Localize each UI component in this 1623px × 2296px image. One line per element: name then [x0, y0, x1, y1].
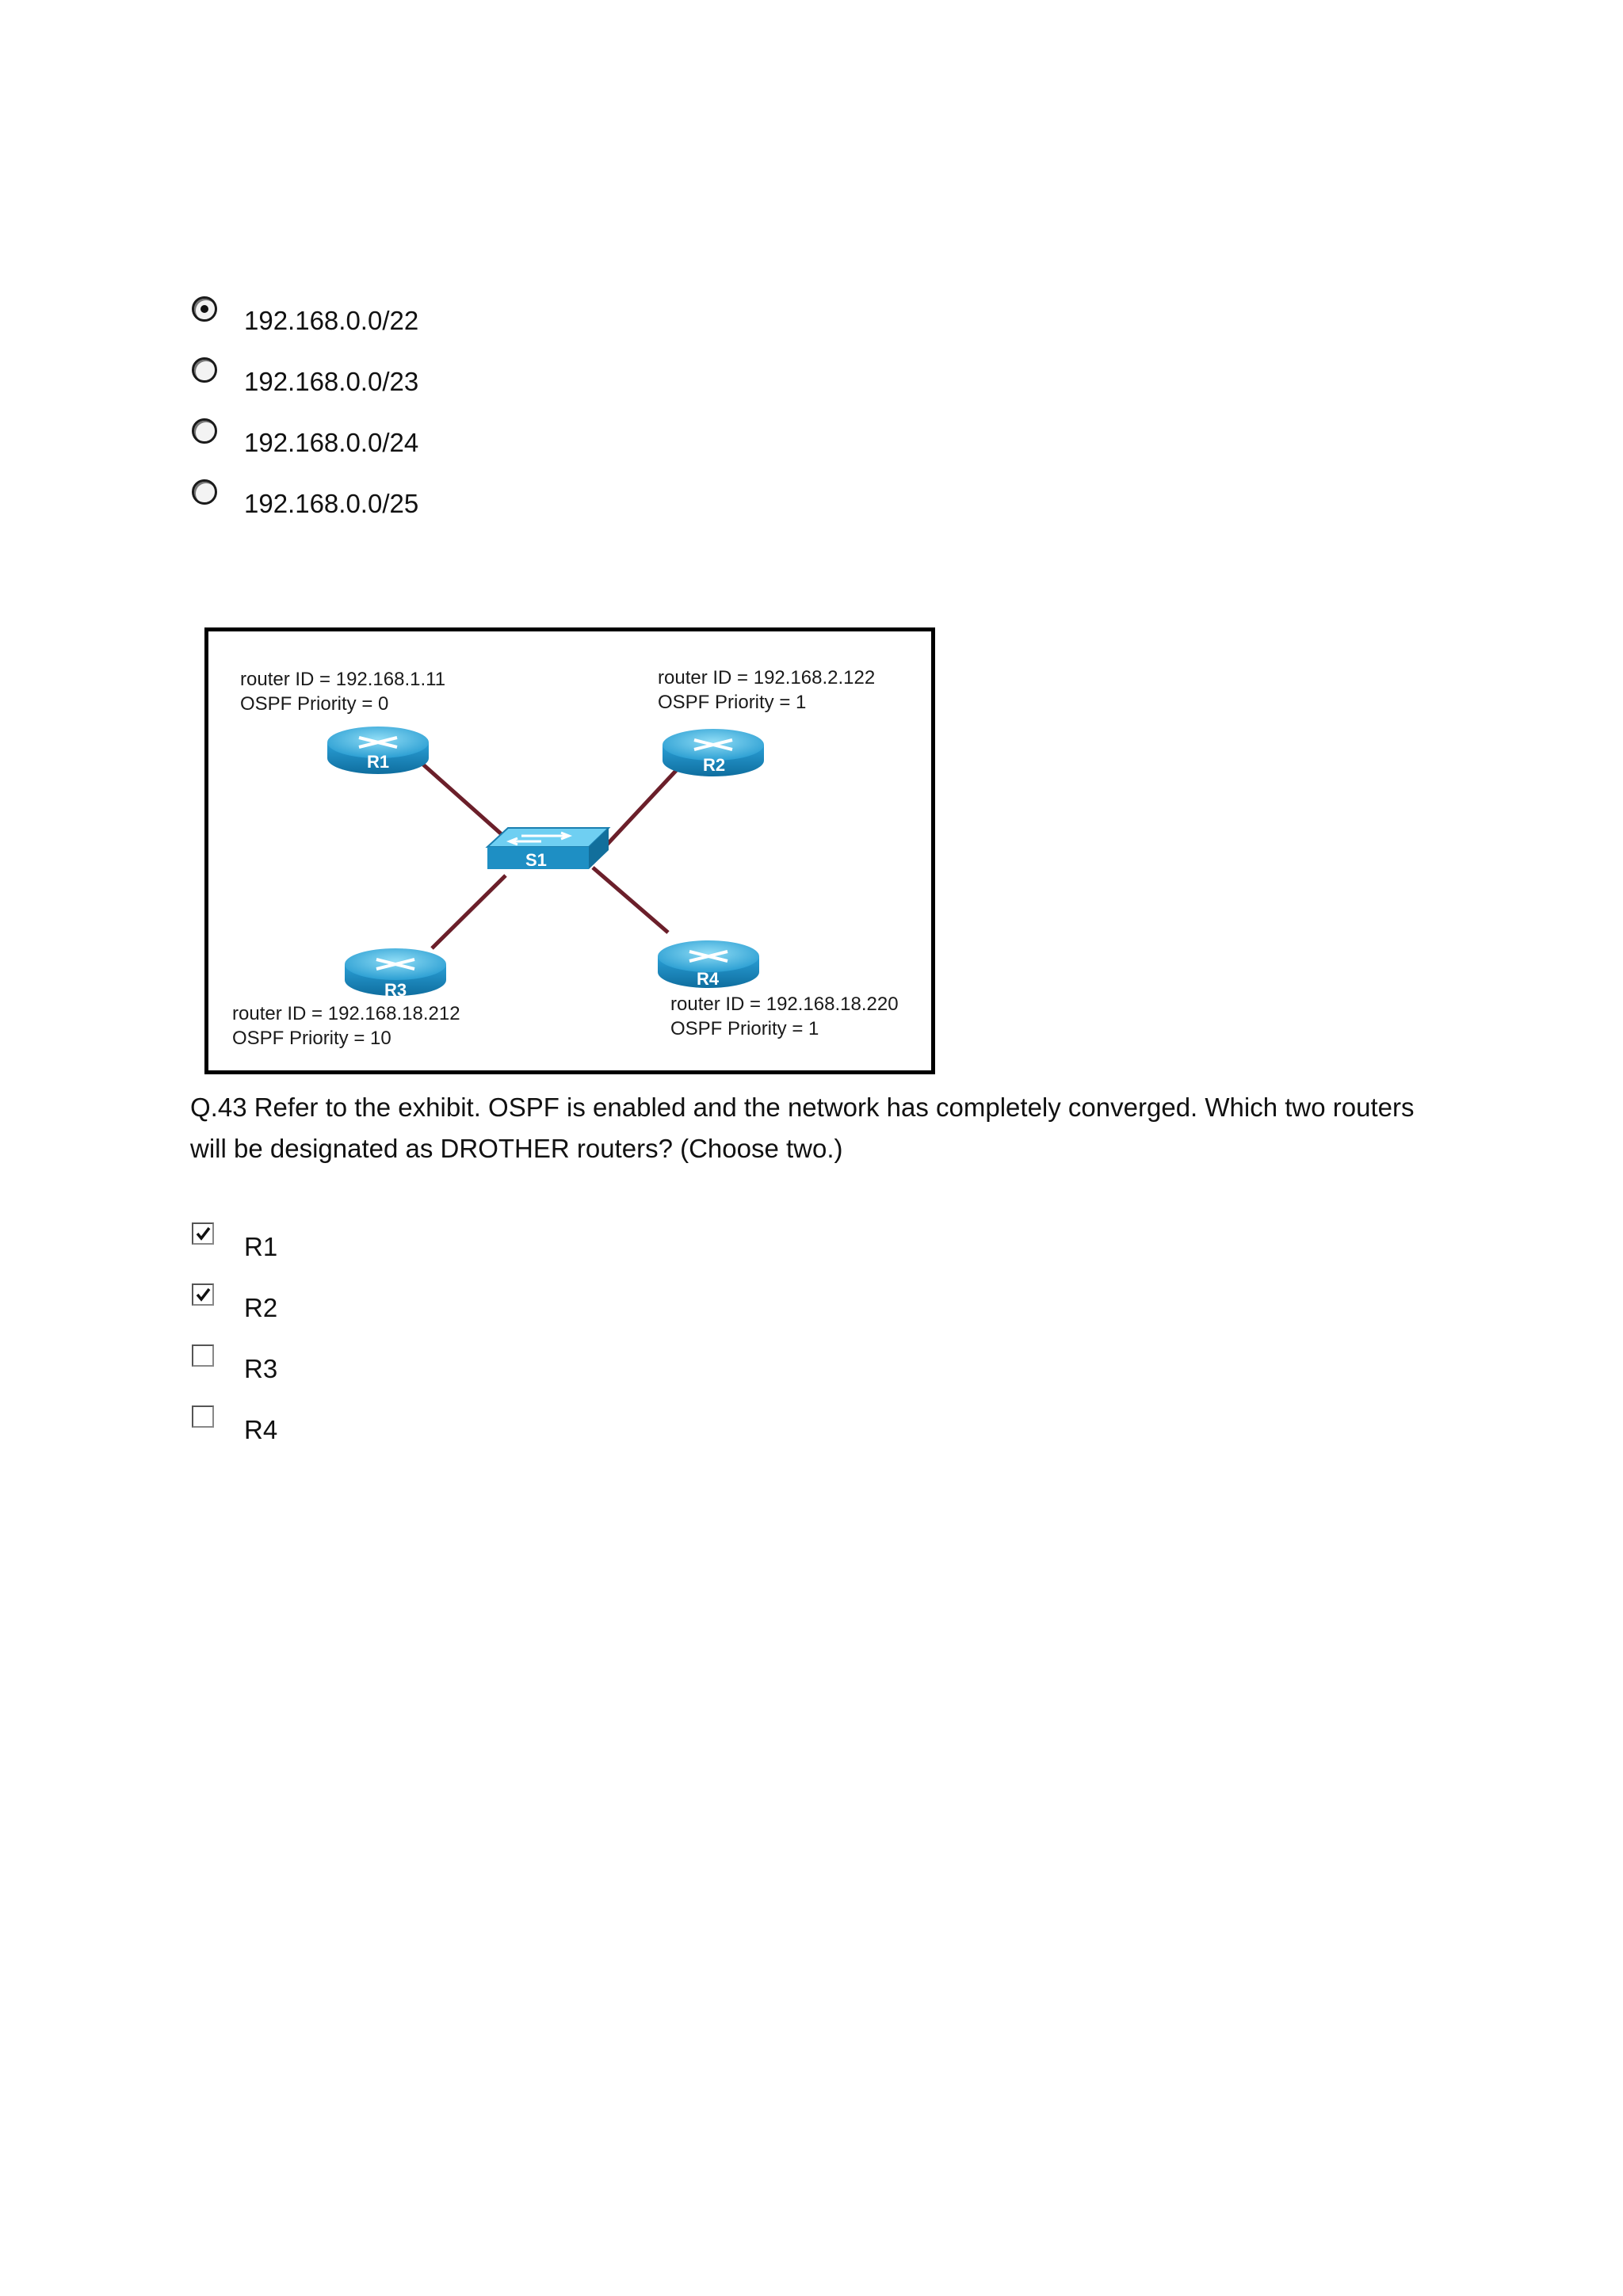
checkbox-icon[interactable]	[192, 1405, 214, 1428]
link-r3-s1	[432, 875, 506, 948]
link-r4-s1	[593, 868, 668, 933]
router-name: R4	[697, 969, 720, 989]
option-subnet-24[interactable]	[190, 418, 745, 466]
option-subnet-25[interactable]	[190, 479, 745, 527]
router-r1-icon	[327, 727, 429, 774]
link-r2-s1	[606, 762, 684, 845]
option-subnet-22[interactable]	[190, 296, 745, 344]
r2-priority: OSPF Priority = 1	[658, 692, 807, 713]
option-r3[interactable]	[190, 1344, 745, 1392]
r2-router-id: router ID = 192.168.2.122	[658, 667, 876, 688]
link-r1-s1	[416, 758, 510, 841]
option-label: 192.168.0.0/25	[244, 489, 419, 518]
router-name: R2	[703, 755, 726, 775]
checkbox-checked-icon[interactable]	[192, 1283, 214, 1306]
radio-icon[interactable]	[192, 479, 217, 505]
option-r4[interactable]	[190, 1405, 745, 1453]
topology-diagram	[208, 631, 931, 1070]
option-label: R2	[244, 1293, 278, 1322]
checkbox-icon[interactable]	[192, 1344, 214, 1367]
r3-priority: OSPF Priority = 10	[232, 1028, 391, 1049]
option-label: 192.168.0.0/24	[244, 428, 419, 457]
option-label: 192.168.0.0/23	[244, 367, 419, 396]
router-r3-icon	[345, 948, 446, 1000]
option-label: R1	[244, 1232, 278, 1261]
router-r4-icon	[658, 940, 759, 989]
router-name: R3	[384, 980, 407, 1000]
question-text: Q.43 Refer to the exhibit. OSPF is enabled and the network has completely converged. Which two routers will be designated as DROTHER routers? (Choose two.)	[190, 1093, 1415, 1163]
checkbox-checked-icon[interactable]	[192, 1222, 214, 1245]
router-name: R1	[367, 752, 390, 772]
radio-icon[interactable]	[192, 418, 217, 444]
r3-router-id: router ID = 192.168.18.212	[232, 1003, 460, 1024]
radio-icon[interactable]	[192, 357, 217, 383]
option-subnet-23[interactable]	[190, 357, 745, 405]
r4-router-id: router ID = 192.168.18.220	[670, 994, 899, 1015]
r4-priority: OSPF Priority = 1	[670, 1018, 819, 1039]
option-label: R4	[244, 1415, 278, 1444]
router-r2-icon	[663, 729, 764, 776]
option-label: 192.168.0.0/22	[244, 306, 419, 335]
switch-name: S1	[525, 850, 547, 870]
r1-priority: OSPF Priority = 0	[240, 693, 389, 715]
radio-selected-icon[interactable]	[192, 296, 217, 322]
network-exhibit	[204, 627, 935, 1074]
option-r2[interactable]	[190, 1283, 745, 1331]
option-r1[interactable]	[190, 1222, 745, 1270]
option-label: R3	[244, 1354, 278, 1383]
r1-router-id: router ID = 192.168.1.11	[240, 669, 446, 690]
switch-s1-icon	[487, 828, 609, 870]
